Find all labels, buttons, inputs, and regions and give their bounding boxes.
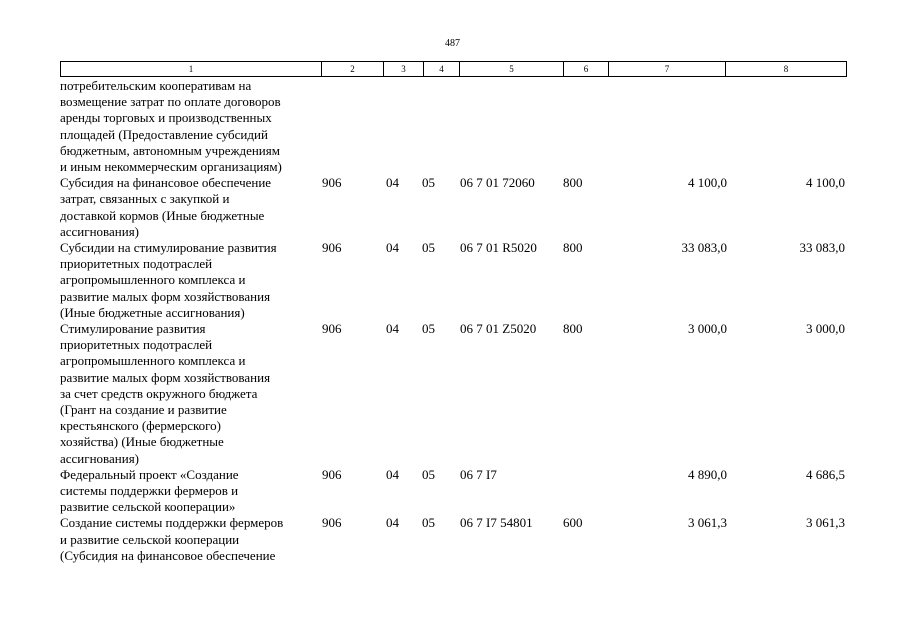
description-line: возмещение затрат по оплате договоров (60, 94, 281, 110)
row-description (60, 515, 322, 564)
ministry-code: 906 (322, 466, 342, 482)
subsection-code: 05 (422, 321, 435, 337)
ministry-code: 906 (322, 240, 342, 256)
description-line: приоритетных подотраслей (60, 337, 213, 353)
amount-column-7: 3 000,0 (688, 321, 727, 337)
amount-column-8: 3 000,0 (806, 321, 845, 337)
amount-column-8: 33 083,0 (799, 240, 845, 256)
subsection-code: 05 (422, 515, 435, 531)
amount-column-7: 33 083,0 (681, 240, 727, 256)
section-code: 04 (386, 240, 399, 256)
budget-rows (60, 78, 850, 564)
column-header-table (60, 61, 847, 77)
subsection-code: 05 (422, 466, 435, 482)
page-number: 487 (445, 38, 460, 49)
expense-type-code: 800 (563, 175, 583, 191)
table-row (60, 240, 850, 321)
column-header-3: 3 (384, 62, 424, 77)
description-line: (Субсидия на финансовое обеспечение (60, 547, 276, 563)
section-code: 04 (386, 175, 399, 191)
description-line: развитие малых форм хозяйствования (60, 369, 271, 385)
ministry-code: 906 (322, 515, 342, 531)
table-row (60, 321, 850, 467)
description-line: (Грант на создание и развитие (60, 402, 227, 418)
description-line: развитие сельской кооперации» (60, 499, 236, 515)
description-line: Стимулирование развития (60, 321, 206, 337)
description-line: потребительским кооперативам на (60, 78, 252, 93)
description-line: системы поддержки фермеров и (60, 483, 239, 499)
subsection-code: 05 (422, 240, 435, 256)
amount-column-7: 4 890,0 (688, 466, 727, 482)
expense-type-code: 800 (563, 240, 583, 256)
description-line: (Иные бюджетные ассигнования) (60, 304, 245, 320)
description-line: аренды торговых и производственных (60, 110, 272, 126)
description-line: агропромышленного комплекса и (60, 272, 246, 288)
table-row (60, 467, 850, 516)
target-article-code: 06 7 01 72060 (460, 175, 535, 191)
column-header-1: 1 (61, 62, 322, 77)
section-code: 04 (386, 466, 399, 482)
target-article-code: 06 7 I7 (460, 466, 497, 482)
description-line: бюджетным, автономным учреждениям (60, 142, 280, 158)
row-description (60, 78, 322, 175)
amount-column-8: 3 061,3 (806, 515, 845, 531)
row-description (60, 467, 322, 516)
amount-column-8: 4 100,0 (806, 175, 845, 191)
description-line: и иным некоммерческим организациям) (60, 159, 282, 175)
target-article-code: 06 7 01 R5020 (460, 240, 537, 256)
description-line: за счет средств окружного бюджета (60, 385, 258, 401)
column-header-2: 2 (322, 62, 384, 77)
expense-type-code: 800 (563, 321, 583, 337)
column-header-row (61, 62, 847, 77)
ministry-code: 906 (322, 321, 342, 337)
row-description (60, 321, 322, 467)
column-header-6: 6 (564, 62, 609, 77)
amount-column-7: 3 061,3 (688, 515, 727, 531)
column-header-8: 8 (726, 62, 847, 77)
description-line: и развитие сельской кооперации (60, 531, 240, 547)
description-line: Федеральный проект «Создание (60, 466, 239, 482)
description-line: затрат, связанных с закупкой и (60, 191, 230, 207)
row-description (60, 175, 322, 240)
description-line: Создание системы поддержки фермеров (60, 515, 284, 531)
subsection-code: 05 (422, 175, 435, 191)
description-line: Субсидия на финансовое обеспечение (60, 175, 272, 191)
ministry-code: 906 (322, 175, 342, 191)
description-line: площадей (Предоставление субсидий (60, 126, 268, 142)
row-description (60, 240, 322, 321)
description-line: приоритетных подотраслей (60, 256, 213, 272)
description-line: хозяйства) (Иные бюджетные (60, 434, 224, 450)
section-code: 04 (386, 321, 399, 337)
description-line: агропромышленного комплекса и (60, 353, 246, 369)
amount-column-7: 4 100,0 (688, 175, 727, 191)
amount-column-8: 4 686,5 (806, 466, 845, 482)
column-header-7: 7 (609, 62, 726, 77)
target-article-code: 06 7 I7 54801 (460, 515, 533, 531)
table-row (60, 175, 850, 240)
column-header-5: 5 (460, 62, 564, 77)
target-article-code: 06 7 01 Z5020 (460, 321, 537, 337)
description-line: доставкой кормов (Иные бюджетные (60, 207, 265, 223)
table-row (60, 78, 850, 175)
column-header-4: 4 (424, 62, 460, 77)
section-code: 04 (386, 515, 399, 531)
description-line: развитие малых форм хозяйствования (60, 288, 271, 304)
description-line: ассигнования) (60, 223, 140, 239)
description-line: крестьянского (фермерского) (60, 418, 221, 434)
expense-type-code: 600 (563, 515, 583, 531)
table-row (60, 515, 850, 564)
description-line: Субсидии на стимулирование развития (60, 240, 277, 256)
description-line: ассигнования) (60, 450, 140, 466)
